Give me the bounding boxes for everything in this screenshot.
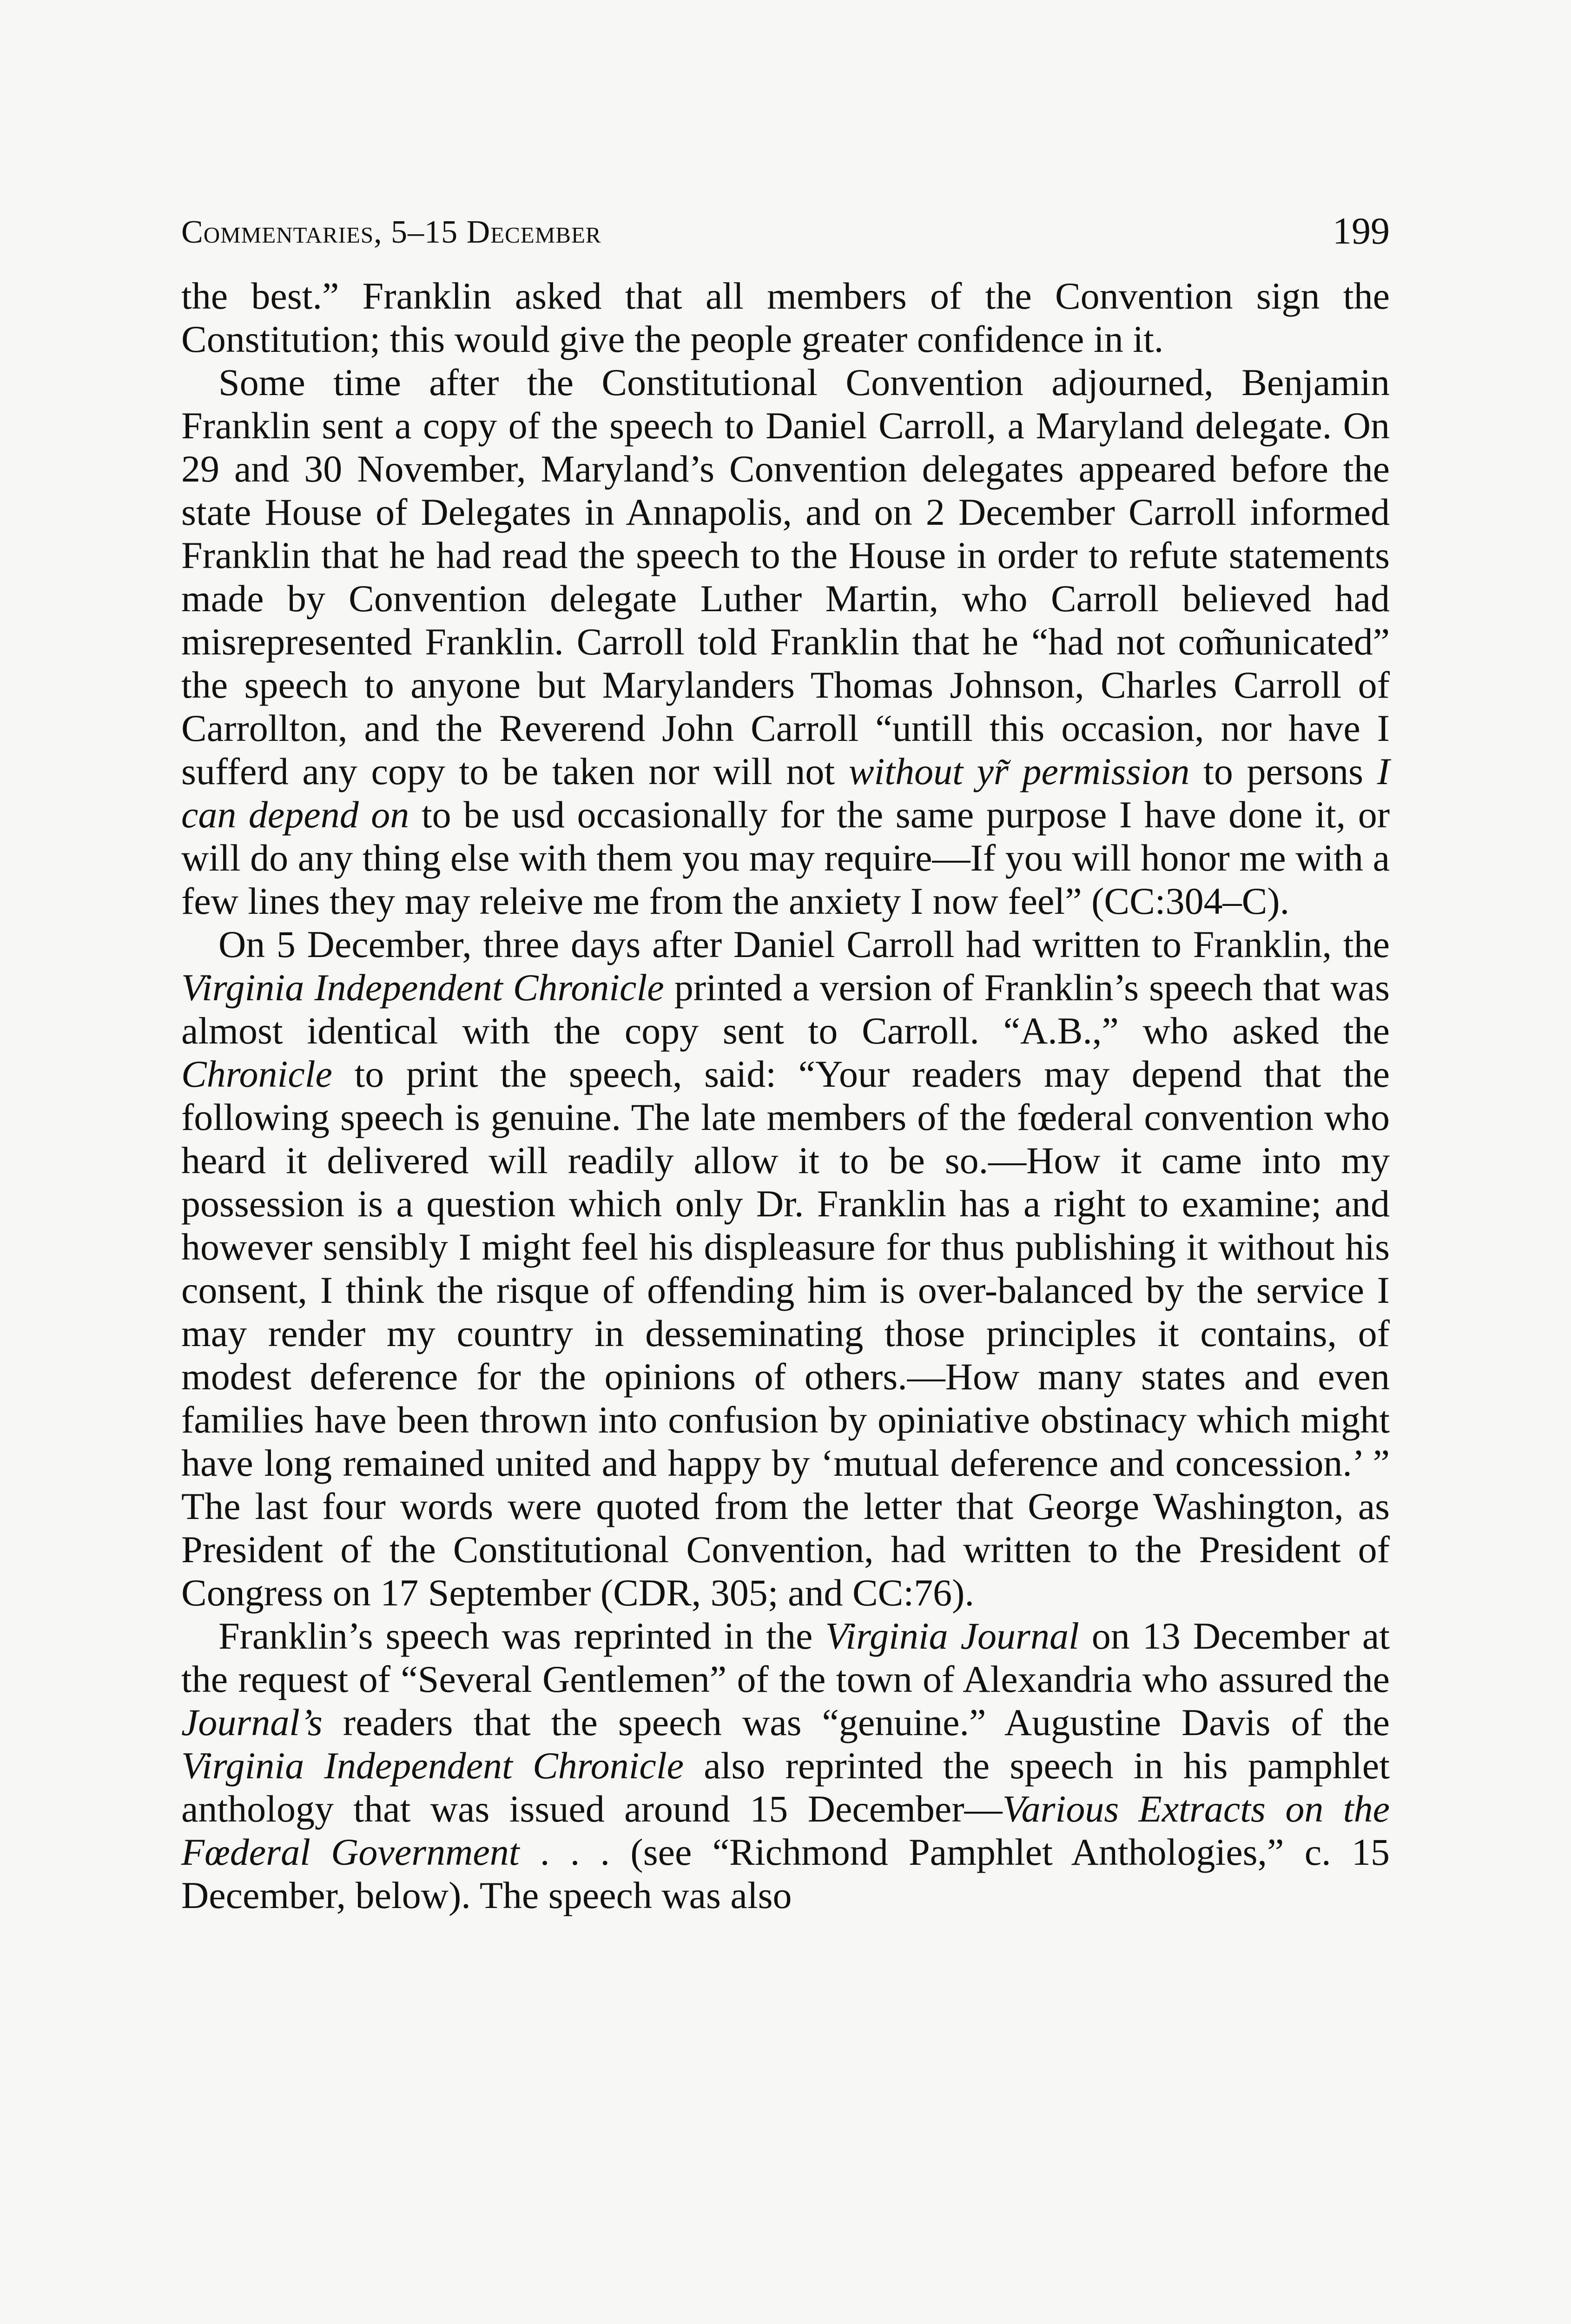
italic-text: Various Extracts on the Fœderal Government	[181, 1788, 1390, 1873]
text-run: on 13 December at the request of “Several Gentlemen” of the town of Alexandria who assured the	[181, 1615, 1390, 1700]
text-run: . . . (see “Richmond Pamphlet Anthologies,” c. 15 December, below). The speech was also	[181, 1831, 1390, 1916]
text-run: also reprinted the speech in his pamphlet anthology that was issued around 15 December—	[181, 1744, 1390, 1830]
italic-text: Chronicle	[181, 1053, 332, 1095]
text-run: readers that the speech was “genuine.” Augustine Davis of the	[322, 1701, 1390, 1743]
document-page	[181, 205, 1390, 2324]
text-run: printed a version of Franklin’s speech that was almost identical with the copy sent to Carroll. “A.B.,” who asked the	[181, 966, 1390, 1052]
running-head: Commentaries, 5–15 December	[181, 214, 601, 250]
paragraph	[181, 1614, 1390, 1917]
italic-text: without yr̃ permission	[848, 750, 1190, 792]
italic-text: I can depend on	[181, 750, 1390, 836]
text-run: to persons	[1189, 750, 1377, 792]
text-run: the best.” Franklin asked that all members of the Convention sign the Constitution; this would give the people greater confidence in it.	[181, 275, 1390, 360]
text-run: Some time after the Constitutional Convention adjourned, Benjamin Franklin sent a copy of the speech to Daniel Carroll, a Maryland delegate. On 29 and 30 November, Maryland’s Convention delegates appeared before the state House of Delegates in Annapolis, and on 2 December Carroll informed Franklin that he had read the speech to the House in order to refute statements made by Convention delegate Luther Martin, who Carroll believed had misrepresented Franklin. Carroll told Franklin that he “had not com̃unicated” the speech to anyone but Marylanders Thomas Johnson, Charles Carroll of Carrollton, and the Reverend John Carroll “untill this occasion, nor have I sufferd any copy to be taken nor will not	[181, 361, 1390, 792]
italic-text: Virginia Independent Chronicle	[181, 966, 664, 1009]
italic-text: Virginia Independent Chronicle	[181, 1744, 684, 1787]
text-run: On 5 December, three days after Daniel Carroll had written to Franklin, the	[218, 923, 1390, 965]
paragraph	[181, 923, 1390, 1614]
paragraph	[181, 274, 1390, 361]
text-run: to print the speech, said: “Your readers may depend that the following speech is genuine. The late members of the fœderal convention who heard it delivered will readily allow it to be so.—How it came into my possession is a question which only Dr. Franklin has a right to examine; and however sensibly I might feel his displeasure for thus publishing it without his consent, I think the risque of offending him is over-balanced by the service I may render my country in desseminating those principles it contains, of modest deference for the opinions of others.—How many states and even families have been thrown into confusion by opiniative obstinacy which might have long remained united and happy by ‘mutual deference and concession.’ ” The last four words were quoted from the letter that George Washington, as President of the Constitutional Convention, had written to the President of Congress on 17 September (CDR, 305; and CC:76).	[181, 1053, 1390, 1614]
body-text	[181, 274, 1390, 1917]
text-run: to be usd occasionally for the same purpose I have done it, or will do any thing else with them you may require—If you will honor me with a few lines they may releive me from the anxiety I now feel” (CC:304–C).	[181, 793, 1390, 922]
italic-text: Virginia Journal	[825, 1615, 1079, 1657]
paragraph	[181, 361, 1390, 923]
page-number: 199	[1333, 210, 1390, 252]
text-run: Franklin’s speech was reprinted in the	[218, 1615, 825, 1657]
page-header	[181, 205, 1390, 274]
italic-text: Journal’s	[181, 1701, 323, 1743]
